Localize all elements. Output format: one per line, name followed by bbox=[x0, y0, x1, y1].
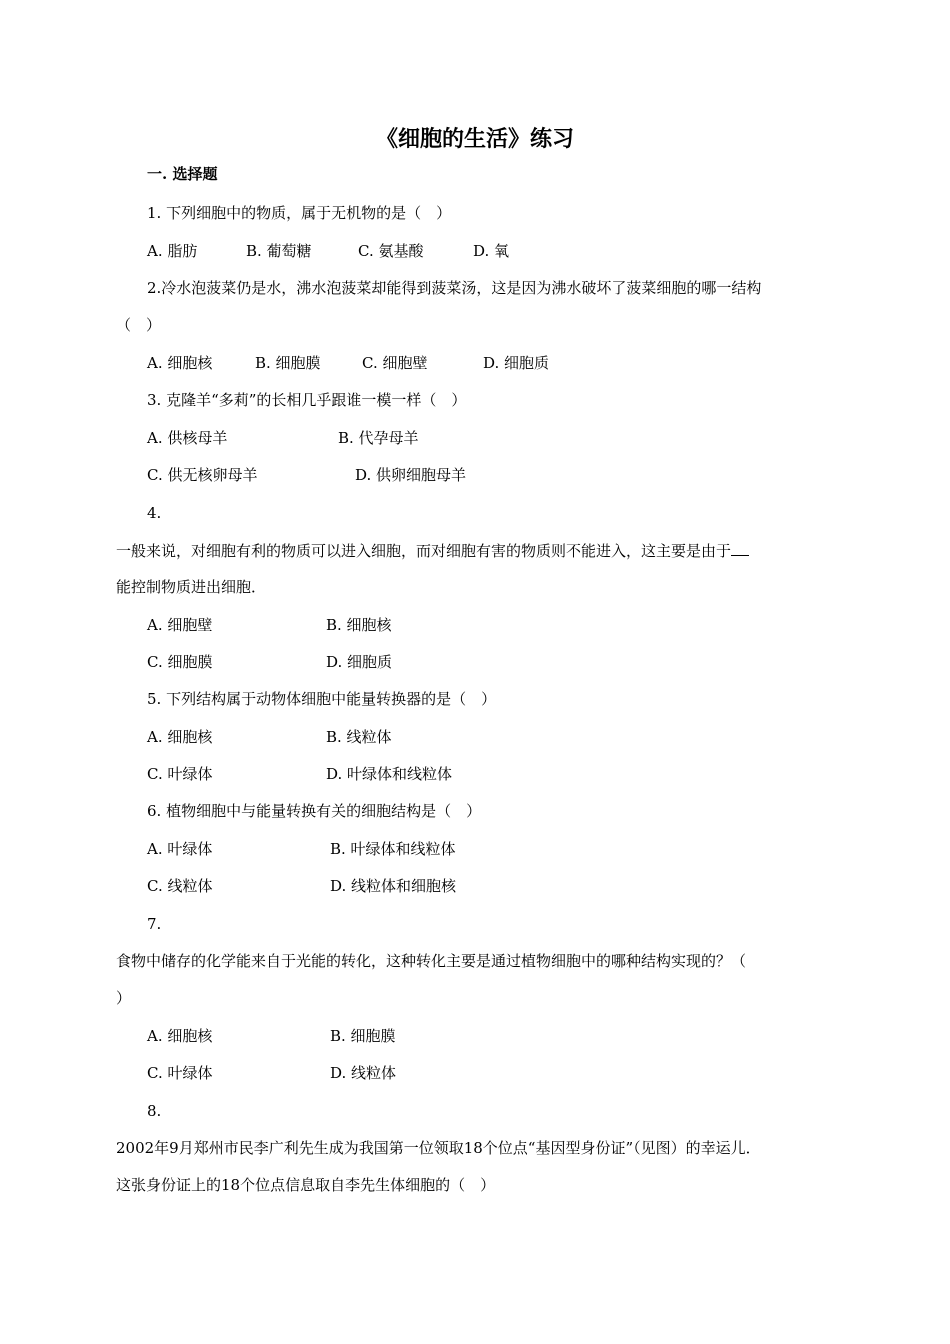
question-3-option-c: C. 供无核卵母羊 bbox=[147, 466, 258, 484]
question-4-option-a: A. 细胞壁 bbox=[147, 616, 213, 634]
question-4-stem-text: 一般来说，对细胞有利的物质可以进入细胞，而对细胞有害的物质则不能进入，这主要是由于 bbox=[116, 542, 732, 560]
question-6-option-a: A. 叶绿体 bbox=[147, 840, 213, 858]
question-2-stem-line1: 2.冷水泡菠菜仍是水，沸水泡菠菜却能得到菠菜汤，这是因为沸水破坏了菠菜细胞的哪一结构 bbox=[147, 279, 762, 297]
question-6-stem: 6. 植物细胞中与能量转换有关的细胞结构是（ ） bbox=[147, 802, 482, 820]
question-7-option-d: D. 线粒体 bbox=[330, 1064, 397, 1082]
question-3-option-d: D. 供卵细胞母羊 bbox=[355, 466, 467, 484]
question-4-stem-line1 bbox=[116, 543, 749, 559]
question-1-option-a: A. 脂肪 bbox=[147, 242, 198, 260]
question-6-option-d: D. 线粒体和细胞核 bbox=[330, 877, 457, 895]
question-7-number: 7. bbox=[147, 915, 162, 933]
question-4-number: 4. bbox=[147, 504, 162, 522]
page-title: 《细胞的生活》练习 bbox=[375, 126, 574, 152]
question-4-option-d: D. 细胞质 bbox=[326, 653, 393, 671]
question-2-stem-line2: （ ） bbox=[116, 316, 162, 334]
question-2-option-b: B. 细胞膜 bbox=[255, 354, 321, 372]
question-2-option-a: A. 细胞核 bbox=[147, 354, 213, 372]
section-heading: 一. 选择题 bbox=[147, 165, 218, 183]
question-5-option-b: B. 线粒体 bbox=[326, 728, 392, 746]
question-5-option-d: D. 叶绿体和线粒体 bbox=[326, 765, 453, 783]
question-7-option-a: A. 细胞核 bbox=[147, 1027, 213, 1045]
question-7-stem-line1: 食物中储存的化学能来自于光能的转化，这种转化主要是通过植物细胞中的哪种结构实现的？（ bbox=[116, 952, 747, 970]
question-8-stem-line1: 2002年9月郑州市民李广利先生成为我国第一位领取18个位点“基因型身份证”（见图）的幸运儿． bbox=[116, 1139, 761, 1157]
question-1-option-b: B. 葡萄糖 bbox=[246, 242, 312, 260]
question-4-option-c: C. 细胞膜 bbox=[147, 653, 213, 671]
question-7-option-c: C. 叶绿体 bbox=[147, 1064, 213, 1082]
question-3-option-b: B. 代孕母羊 bbox=[338, 429, 419, 447]
question-4-option-b: B. 细胞核 bbox=[326, 616, 392, 634]
question-3-option-a: A. 供核母羊 bbox=[147, 429, 228, 447]
question-7-stem-line2: ） bbox=[116, 989, 132, 1007]
question-2-option-d: D. 细胞质 bbox=[483, 354, 550, 372]
question-8-number: 8. bbox=[147, 1102, 162, 1120]
question-3-stem: 3. 克隆羊“多莉”的长相几乎跟谁一模一样（ ） bbox=[147, 391, 467, 409]
question-4-stem-line2: 能控制物质进出细胞． bbox=[116, 578, 267, 596]
answer-blank bbox=[731, 543, 749, 556]
question-6-option-c: C. 线粒体 bbox=[147, 877, 213, 895]
question-1-option-c: C. 氨基酸 bbox=[358, 242, 424, 260]
question-8-stem-line2: 这张身份证上的18个位点信息取自李先生体细胞的（ ） bbox=[116, 1176, 496, 1194]
question-6-option-b: B. 叶绿体和线粒体 bbox=[330, 840, 456, 858]
question-5-option-c: C. 叶绿体 bbox=[147, 765, 213, 783]
question-5-option-a: A. 细胞核 bbox=[147, 728, 213, 746]
question-1-option-d: D. 氧 bbox=[473, 242, 510, 260]
question-7-option-b: B. 细胞膜 bbox=[330, 1027, 396, 1045]
question-1-stem: 1. 下列细胞中的物质，属于无机物的是（ ） bbox=[147, 204, 452, 222]
question-2-option-c: C. 细胞壁 bbox=[362, 354, 428, 372]
question-5-stem: 5. 下列结构属于动物体细胞中能量转换器的是（ ） bbox=[147, 690, 497, 708]
